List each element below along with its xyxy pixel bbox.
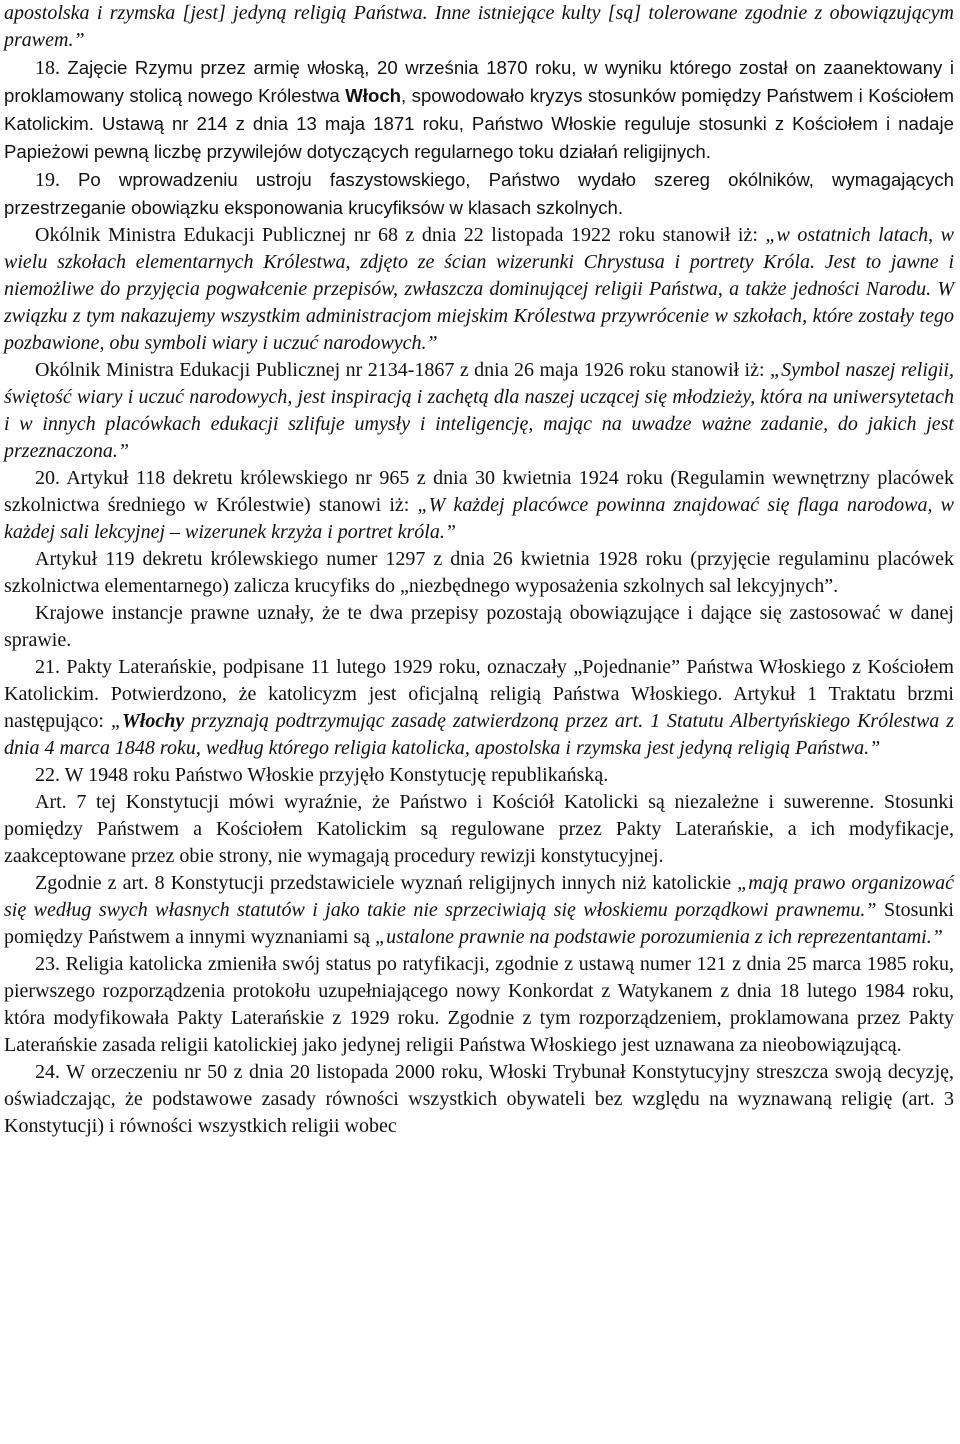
paragraph-19 <box>4 166 954 222</box>
bold-quote-run <box>122 710 184 732</box>
paragraph-okolnik-1926 <box>4 357 954 465</box>
text-run: Po wprowadzeniu ustroju faszystowskiego, Państwo wydało szereg okólników, wymagających przestrzeganie obowiązku eksponowania krucyfiksów w klasach szkolnych. <box>4 169 954 218</box>
bold-run: Włochy <box>121 710 185 732</box>
paragraph-continuation <box>4 0 954 54</box>
quote-run: „w ostatnich latach, w wielu szkołach elementarnych Królestwa, zdjęto ze ścian wizerunki Chrystusa i portrety Króla. Jest to jawne i niemożliwe do przyjęcia pogwałcenie przepisów, zwłaszcza dominującej religii Państwa, a także jedności Narodu. W związku z tym nakazujemy wszystkim administracjom miejskim Królestwa przywrócenie w szkołach, które zostały tego pozbawione, obu symboli wiary i uczuć narodowych.” <box>4 224 954 354</box>
paragraph-21 <box>4 654 954 762</box>
text-run: Artykuł 119 dekretu królewskiego numer 1297 z dnia 26 kwietnia 1928 roku (przyjęcie regulaminu placówek szkolnictwa elementarnego) zalicza krucyfiks do „niezbędnego wyposażenia szkolnych sal lekcyjnych”. <box>4 548 954 597</box>
paragraph-number: 18. <box>35 57 68 79</box>
quote-run: „ustalone prawnie na podstawie porozumienia z ich reprezentantami.” <box>375 926 943 948</box>
paragraph-okolnik-1922 <box>4 222 954 357</box>
text-run: Okólnik Ministra Edukacji Publicznej nr 2134-1867 z dnia 26 maja 1926 roku stanowił iż: <box>35 359 770 381</box>
text-run: 24. W orzeczeniu nr 50 z dnia 20 listopada 2000 roku, Włoski Trybunał Konstytucyjny streszcza swoją decyzję, oświadczając, że podstawowe zasady równości wszystkich obywateli bez względu na wyznawaną religię (art. 3 Konstytucji) i równości wszystkich religii wobec <box>4 1061 954 1137</box>
quote-run: „Symbol naszej religii, świętość wiary i uczuć narodowych, jest inspiracją i zachętą dla naszej uczącej się młodzieży, która na uniwersytetach i w innych placówkach edukacji szlifuje umysły i inteligencję, mając na uwadze ważne zadanie, do jakich jest przeznaczona.” <box>4 359 954 462</box>
text-run: Krajowe instancje prawne uznały, że te dwa przepisy pozostają obowiązujące i dające się zastosować w danej sprawie. <box>4 602 954 651</box>
text-run: Zajęcie Rzymu przez armię włoską, 20 września 1870 roku, w wyniku którego został on zaanektowany i proklamowany stolicą nowego Królestwa <box>4 57 954 106</box>
quote-run: „mają prawo organizować się według swych własnych statutów i jako takie nie sprzeciwiają się włoskiemu porządkowi prawnemu.” <box>4 872 955 921</box>
paragraph-krajowe <box>4 600 954 654</box>
paragraph-22 <box>4 762 954 789</box>
paragraph-24 <box>4 1059 954 1140</box>
quote-run: „W każdej placówce powinna znajdować się flaga narodowa, w każdej sali lekcyjnej – wizerunek krzyża i portret króla.” <box>4 494 954 543</box>
text-run: 21. Pakty Laterańskie, podpisane 11 lutego 1929 roku, oznaczały „Pojednanie” Państwa Włoskiego z Kościołem Katolickim. Potwierdzono, że katolicyzm jest oficjalną religią Państwa Włoskiego. Artykuł 1 Traktatu brzmi następująco: <box>4 656 954 732</box>
text-run: Okólnik Ministra Edukacji Publicznej nr 68 z dnia 22 listopada 1922 roku stanowił iż: <box>35 224 766 246</box>
bold-run: Włoch <box>345 85 402 106</box>
text-run: Zgodnie z art. 8 Konstytucji przedstawiciele wyznań religijnych innych niż katolickie <box>35 872 738 894</box>
paragraph-18 <box>4 54 954 166</box>
paragraph-23 <box>4 951 954 1059</box>
paragraph-art-7 <box>4 789 954 870</box>
paragraph-art-8 <box>4 870 954 951</box>
paragraph-number: 19. <box>35 169 78 191</box>
text-run: 23. Religia katolicka zmieniła swój status po ratyfikacji, zgodnie z ustawą numer 121 z dnia 25 marca 1985 roku, pierwszego rozporządzenia protokołu uzupełniającego nowy Konkordat z Watykanem z dnia 18 lutego 1984 roku, która modyfikowała Pakty Laterańskie z 1929 roku. Zgodnie z tym rozporządzeniem, proklamowana przez Pakty Laterańskie zasada religii katolickiej jako jedynej religii Państwa Włoskiego jest uznawana za nieobowiązującą. <box>4 953 954 1056</box>
paragraph-art-119 <box>4 546 954 600</box>
text-run: Art. 7 tej Konstytucji mówi wyraźnie, że Państwo i Kościół Katolicki są niezależne i suwerenne. Stosunki pomiędzy Państwem a Kościołem Katolickim są regulowane przez Pakty Laterańskie, a ich modyfikacje, zaakceptowane przez obie strony, nie wymagają procedury rewizji konstytucyjnej. <box>4 791 954 867</box>
text-run: Stosunki pomiędzy Państwem a innymi wyznaniami są <box>4 899 954 948</box>
text-run: 22. W 1948 roku Państwo Włoskie przyjęło Konstytucję republikańską. <box>35 764 609 786</box>
quote-run: przyznają podtrzymując zasadę zatwierdzoną przez art. 1 Statutu Albertyńskiego Królestwa z dnia 4 marca 1848 roku, według którego religia katolicka, apostolska i rzymska jest jedyną religią Państwa.” <box>4 710 954 759</box>
quote-run: apostolska i rzymska [jest] jedyną religią Państwa. Inne istniejące kulty [są] tolerowane zgodnie z obowiązującym prawem.” <box>4 2 954 51</box>
text-run: 20. Artykuł 118 dekretu królewskiego nr 965 z dnia 30 kwietnia 1924 roku (Regulamin wewnętrzny placówek szkolnictwa średniego w Królestwie) stanowi iż: <box>4 467 954 516</box>
paragraph-20 <box>4 465 954 546</box>
text-run: , spowodowało kryzys stosunków pomiędzy Państwem i Kościołem Katolickim. Ustawą nr 214 z dnia 13 maja 1871 roku, Państwo Włoskie reguluje stosunki z Kościołem i nadaje Papieżowi pewną liczbę przywilejów dotyczących regularnego toku działań religijnych. <box>4 85 954 162</box>
quote-run: „ <box>110 710 122 732</box>
